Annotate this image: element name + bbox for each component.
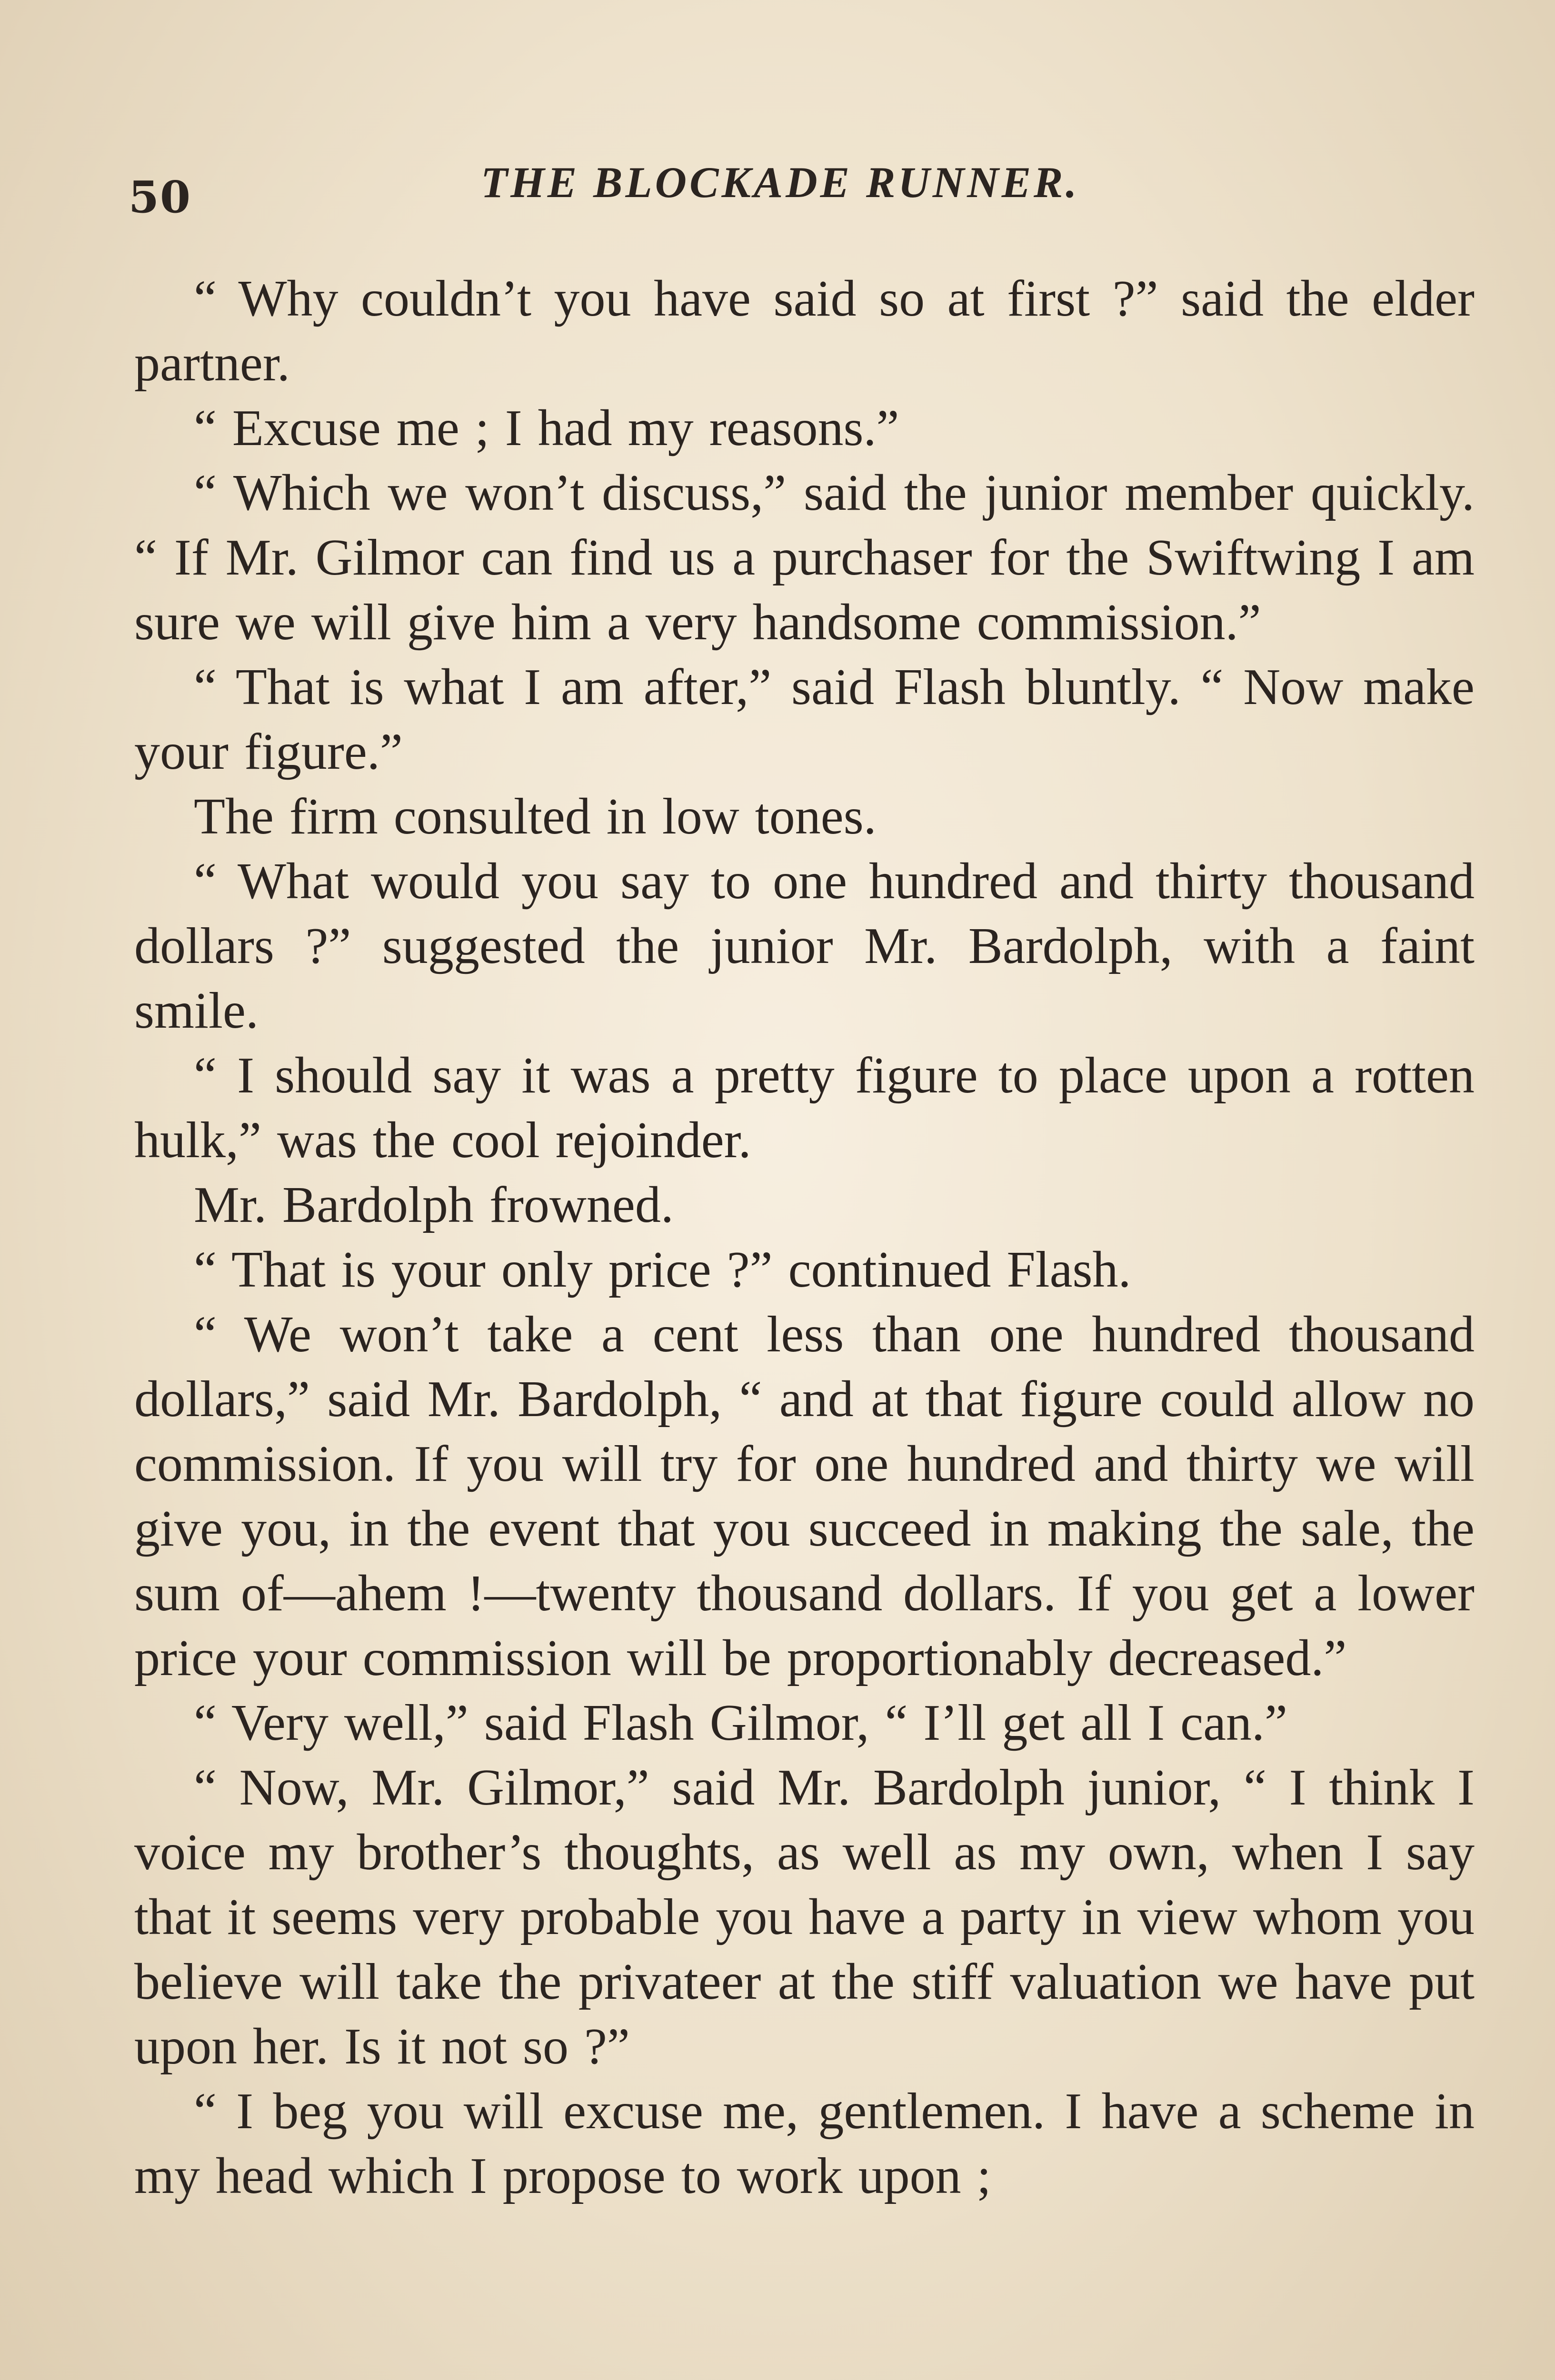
running-head: THE BLOCKADE RUNNER. — [481, 158, 1080, 207]
paragraph-11: “ Very well,” said Flash Gilmor, “ I’ll get all I can.” — [194, 1695, 1287, 1751]
page-number: 50 — [129, 171, 192, 223]
paragraph-12: “ Now, Mr. Gilmor,” said Mr. Bardolph junior, “ I think I voice my brother’s thoughts, as well as my own, when I say that it seems very probable you have a party in view whom you believe will take the privateer at the stiff valuation we have put upon her. Is it not so ?” — [134, 1759, 1475, 2075]
page-header — [129, 157, 1485, 233]
paragraph-3: “ Which we won’t discuss,” said the junior member quickly. “ If Mr. Gilmor can find us a purchaser for the Swiftwing I am sure we will give him a very handsome commission.” — [134, 465, 1475, 651]
paragraph-9: “ That is your only price ?” continued Flash. — [194, 1241, 1131, 1298]
body-text — [134, 267, 1475, 2209]
paragraph-10: “ We won’t take a cent less than one hundred thousand dollars,” said Mr. Bardolph, “ and at that figure could allow no commission. If you will try for one hundred and thirty we will give you, in the event that you succeed in making the sale, the sum of—ahem !—twenty thousand dollars. If you get a lower price your commission will be proportionably decreased.” — [134, 1306, 1475, 1686]
paragraph-4: “ That is what I am after,” said Flash bluntly. “ Now make your figure.” — [134, 659, 1475, 780]
paragraph-7: “ I should say it was a pretty figure to place upon a rotten hulk,” was the cool rejoinder. — [134, 1047, 1475, 1169]
paragraph-5: The firm consulted in low tones. — [194, 788, 877, 845]
paragraph-13: “ I beg you will excuse me, gentlemen. I have a scheme in my head which I propose to work upon ; — [134, 2083, 1475, 2204]
paragraph-1: “ Why couldn’t you have said so at first ?” said the elder partner. — [134, 270, 1475, 392]
paragraph-8: Mr. Bardolph frowned. — [194, 1177, 674, 1233]
paragraph-2: “ Excuse me ; I had my reasons.” — [194, 400, 899, 456]
paragraph-6: “ What would you say to one hundred and thirty thousand dollars ?” suggested the junior Mr. Bardolph, with a faint smile. — [134, 853, 1475, 1039]
